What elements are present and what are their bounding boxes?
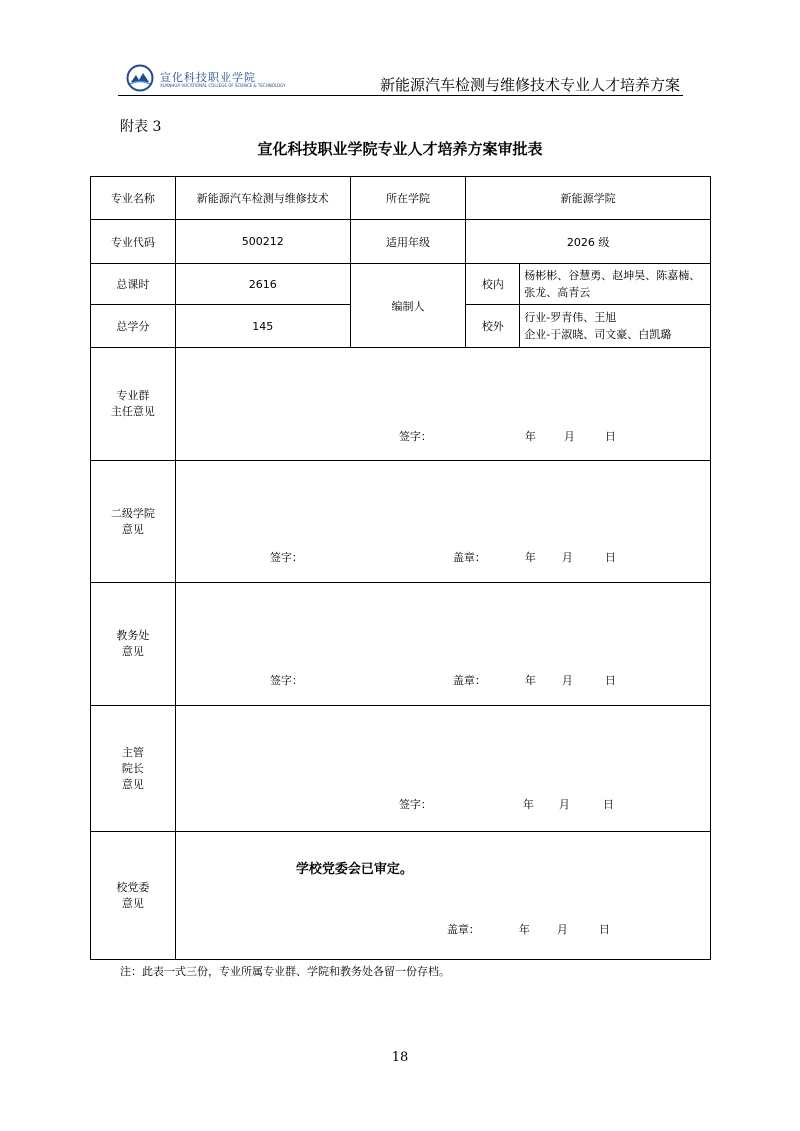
total-hours-label: 总课时	[91, 264, 176, 305]
month-label: 月	[561, 551, 573, 564]
month-label: 月	[556, 923, 568, 936]
major-name-value: 新能源汽车检测与维修技术	[175, 177, 350, 220]
year-label: 年	[524, 674, 536, 687]
major-name-label: 专业名称	[91, 177, 176, 220]
header-rule	[118, 95, 683, 96]
signature-label: 签字：	[398, 798, 432, 811]
external-editors-industry: 行业-罗青伟、王旭	[524, 311, 617, 324]
year-label: 年	[522, 798, 534, 811]
major-code-value: 500212	[175, 220, 350, 264]
group-label-line1: 专业群	[116, 389, 150, 402]
party-opinion-label	[91, 832, 176, 960]
major-code-label: 专业代码	[91, 220, 176, 264]
seal-label: 盖章：	[452, 674, 486, 687]
group-label-line2: 主任意见	[110, 405, 155, 418]
appendix-label: 附表 3	[120, 119, 162, 135]
running-header-title: 新能源汽车检测与维修技术专业人才培养方案	[379, 76, 680, 94]
group-opinion-label	[91, 348, 176, 461]
day-label: 日	[602, 798, 614, 811]
footnote: 注：此表一式三份，专业所属专业群、学院和教务处各留一份存档。	[120, 965, 450, 978]
college2-opinion-label	[91, 461, 176, 583]
total-credits-label: 总学分	[91, 305, 176, 348]
academic-label-line2: 意见	[121, 645, 144, 658]
group-opinion-area[interactable]	[175, 348, 710, 461]
form-title: 宣化科技职业学院专业人才培养方案审批表	[257, 140, 543, 158]
editor-label: 编制人	[350, 264, 466, 348]
party-opinion-area[interactable]	[175, 832, 710, 960]
approval-form-table	[90, 176, 711, 960]
college-label: 所在学院	[350, 177, 466, 220]
internal-editors: 杨彬彬、谷慧勇、赵坤昊、陈嘉楠、张龙、高青云	[520, 264, 711, 305]
president-opinion-label	[91, 706, 176, 832]
month-label: 月	[561, 674, 573, 687]
logo-subtext: XUANHUA VOCATIONAL COLLEGE OF SCIENCE & TECHNOLOGY	[160, 83, 286, 88]
party-label-line1: 校党委	[116, 880, 150, 894]
month-label: 月	[563, 430, 575, 443]
college-emblem-icon	[126, 64, 154, 92]
external-label: 校外	[466, 305, 520, 348]
seal-label: 盖章：	[452, 551, 486, 564]
day-label: 日	[604, 430, 616, 443]
academic-opinion-area[interactable]	[175, 583, 710, 706]
external-editors-enterprise: 企业-于淑晓、司文豪、白凯璐	[524, 328, 672, 341]
day-label: 日	[604, 674, 616, 687]
party-approved-text: 学校党委会已审定。	[295, 862, 413, 877]
college2-label-line2: 意见	[121, 522, 144, 536]
president-label-line1: 主管	[121, 745, 144, 759]
day-label: 日	[604, 551, 616, 564]
month-label: 月	[558, 798, 570, 811]
page-number: 18	[391, 1050, 409, 1065]
page-header	[0, 0, 800, 100]
year-label: 年	[524, 551, 536, 564]
academic-opinion-label	[91, 583, 176, 706]
party-label-line2: 意见	[121, 896, 144, 910]
year-label: 年	[518, 923, 530, 936]
president-opinion-area[interactable]	[175, 706, 710, 832]
logo-name: 宣化科技职业学院	[160, 71, 256, 84]
total-credits-value: 145	[175, 305, 350, 348]
seal-label: 盖章：	[446, 923, 480, 936]
president-label-line2: 院长	[121, 761, 144, 775]
signature-label: 签字：	[398, 430, 432, 443]
college2-opinion-area[interactable]	[175, 461, 710, 583]
grade-label: 适用年级	[350, 220, 466, 264]
president-label-line3: 意见	[121, 777, 144, 791]
total-hours-value: 2616	[175, 264, 350, 305]
college2-label-line1: 二级学院	[110, 506, 155, 520]
college-value: 新能源学院	[466, 177, 711, 220]
signature-label: 签字：	[269, 674, 303, 687]
internal-label: 校内	[466, 264, 520, 305]
academic-label-line1: 教务处	[116, 629, 150, 642]
external-editors	[520, 305, 711, 348]
grade-value: 2026 级	[466, 220, 711, 264]
college-logo	[126, 64, 286, 94]
day-label: 日	[598, 923, 610, 936]
year-label: 年	[524, 430, 536, 443]
signature-label: 签字：	[269, 551, 303, 564]
